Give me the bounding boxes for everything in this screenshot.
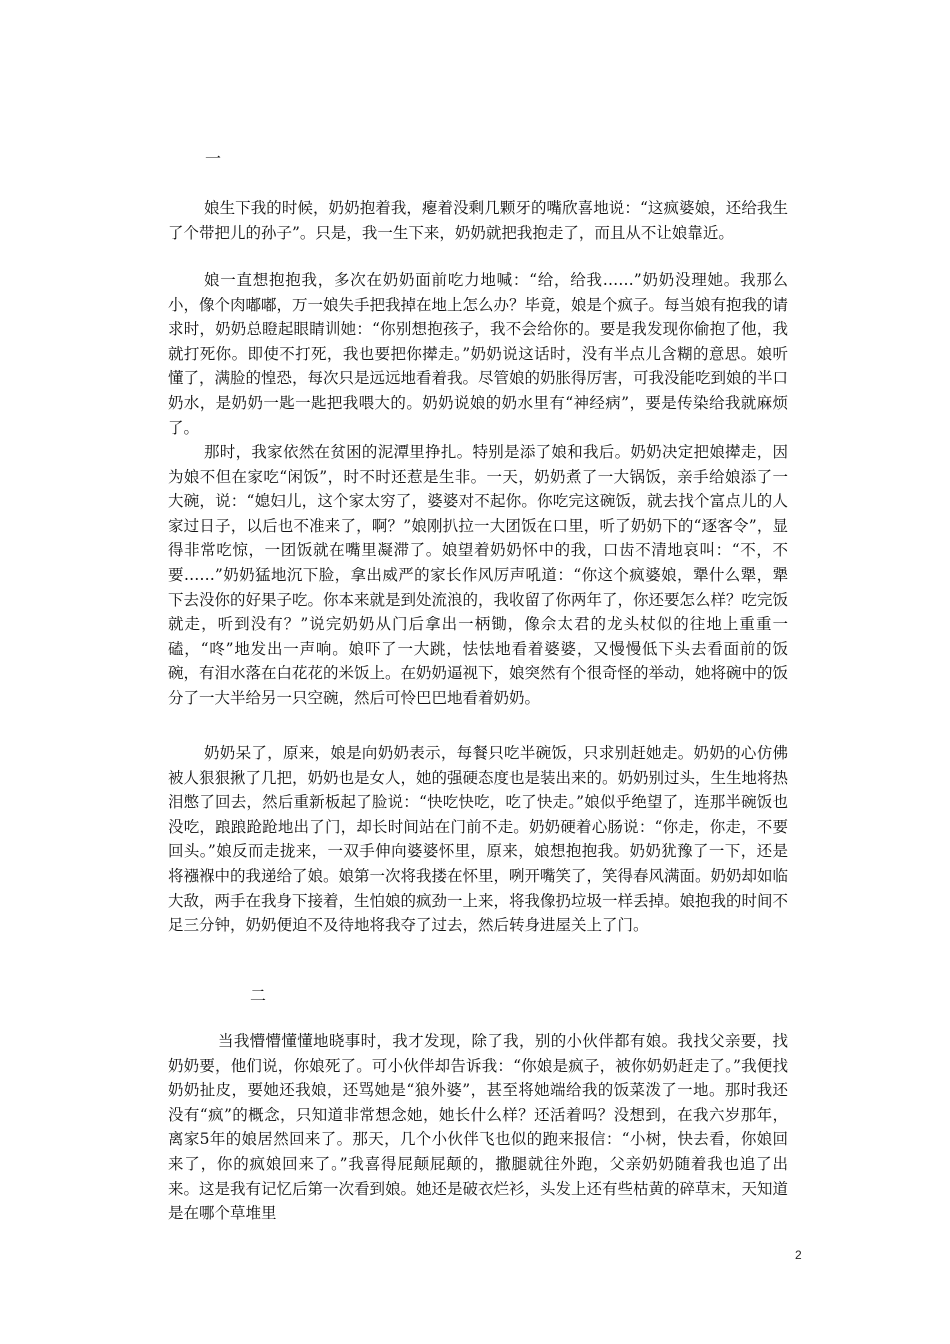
paragraph-2 (168, 268, 788, 440)
paragraph-1 (168, 196, 788, 245)
paragraph-4 (168, 741, 788, 938)
paragraph-text: 那时，我家依然在贫困的泥潭里挣扎。特别是添了娘和我后。奶奶决定把娘撵走，因为娘不但在家吃“闲饭”，时不时还惹是生非。一天，奶奶煮了一大锅饭，亲手给娘添了一大碗，说：“媳妇儿，这个家太穷了，婆婆对不起你。你吃完这碗饭，就去找个富点儿的人家过日子，以后也不准来了，啊？”娘刚扒拉一大团饭在口里，听了奶奶下的“逐客令”，显得非常吃惊，一团饭就在嘴里凝滞了。娘望着奶奶怀中的我，口齿不清地哀叫：“不，不要……”奶奶猛地沉下脸，拿出威严的家长作风厉声吼道：“你这个疯婆娘，犟什么犟，犟下去没你的好果子吃。你本来就是到处流浪的，我收留了你两年了，你还要怎么样？吃完饭就走，听到没有？”说完奶奶从门后拿出一柄锄，像佘太君的龙头杖似的往地上重重一磕，“咚”地发出一声响。娘吓了一大跳，怯怯地看着婆婆，又慢慢低下头去看面前的饭碗，有泪水落在白花花的米饭上。在奶奶逼视下，娘突然有个很奇怪的举动，她将碗中的饭分了一大半给另一只空碗，然后可怜巴巴地看着奶奶。 (168, 443, 789, 707)
paragraph-text: 娘一直想抱抱我，多次在奶奶面前吃力地喊：“给，给我……”奶奶没理她。我那么小，像个肉嘟嘟，万一娘失手把我掉在地上怎么办？毕竟，娘是个疯子。每当娘有抱我的请求时，奶奶总瞪起眼睛训她：“你别想抱孩子，我不会给你的。要是我发现你偷抱了他，我就打死你。即使不打死，我也要把你撵走。”奶奶说这话时，没有半点儿含糊的意思。娘听懂了，满脸的惶恐，每次只是远远地看着我。尽管娘的奶胀得厉害，可我没能吃到娘的半口奶水，是奶奶一匙一匙把我喂大的。奶奶说娘的奶水里有“神经病”，要是传染给我就麻烦了。 (168, 271, 789, 437)
paragraph-text: 娘生下我的时候，奶奶抱着我，瘪着没剩几颗牙的嘴欣喜地说：“这疯婆娘，还给我生了个带把儿的孙子”。只是，我一生下来，奶奶就把我抱走了，而且从不让娘靠近。 (168, 199, 788, 242)
paragraph-text: 奶奶呆了，原来，娘是向奶奶表示，每餐只吃半碗饭，只求别赶她走。奶奶的心仿佛被人狠狠揪了几把，奶奶也是女人，她的强硬态度也是装出来的。奶奶别过头，生生地将热泪憋了回去，然后重新板起了脸说：“快吃快吃，吃了快走。”娘似乎绝望了，连那半碗饭也没吃，踉踉跄跄地出了门，却长时间站在门前不走。奶奶硬着心肠说：“你走，你走，不要回头。”娘反而走拢来，一双手伸向婆婆怀里，原来，娘想抱抱我。奶奶犹豫了一下，还是将襁褓中的我递给了娘。娘第一次将我搂在怀里，咧开嘴笑了，笑得春风满面。奶奶却如临大敌，两手在我身下接着，生怕娘的疯劲一上来，将我像扔垃圾一样丢掉。娘抱我的时间不足三分钟，奶奶便迫不及待地将我夺了过去，然后转身进屋关上了门。 (168, 744, 789, 935)
page-number: 2 (795, 1248, 802, 1262)
section-heading-1: 一 (205, 149, 222, 168)
paragraph-text: 当我懵懵懂懂地晓事时，我才发现，除了我，别的小伙伴都有娘。我找父亲要，找奶奶要，他们说，你娘死了。可小伙伴却告诉我：“你娘是疯子，被你奶奶赶走了。”我便找奶奶扯皮，要她还我娘，还骂她是“狼外婆”，甚至将她端给我的饭菜泼了一地。那时我还没有“疯”的概念，只知道非常想念她，她长什么样？还活着吗？没想到，在我六岁那年，离家5年的娘居然回来了。那天，几个小伙伴飞也似的跑来报信：“小树，快去看，你娘回来了，你的疯娘回来了。”我喜得屁颠屁颠的，撒腿就往外跑，父亲奶奶随着我也追了出来。这是我有记忆后第一次看到娘。她还是破衣烂衫，头发上还有些枯黄的碎草末，天知道是在哪个草堆里 (168, 1032, 789, 1223)
paragraph-5 (168, 1029, 788, 1226)
section-heading-2: 二 (250, 986, 267, 1005)
paragraph-3 (168, 440, 788, 711)
